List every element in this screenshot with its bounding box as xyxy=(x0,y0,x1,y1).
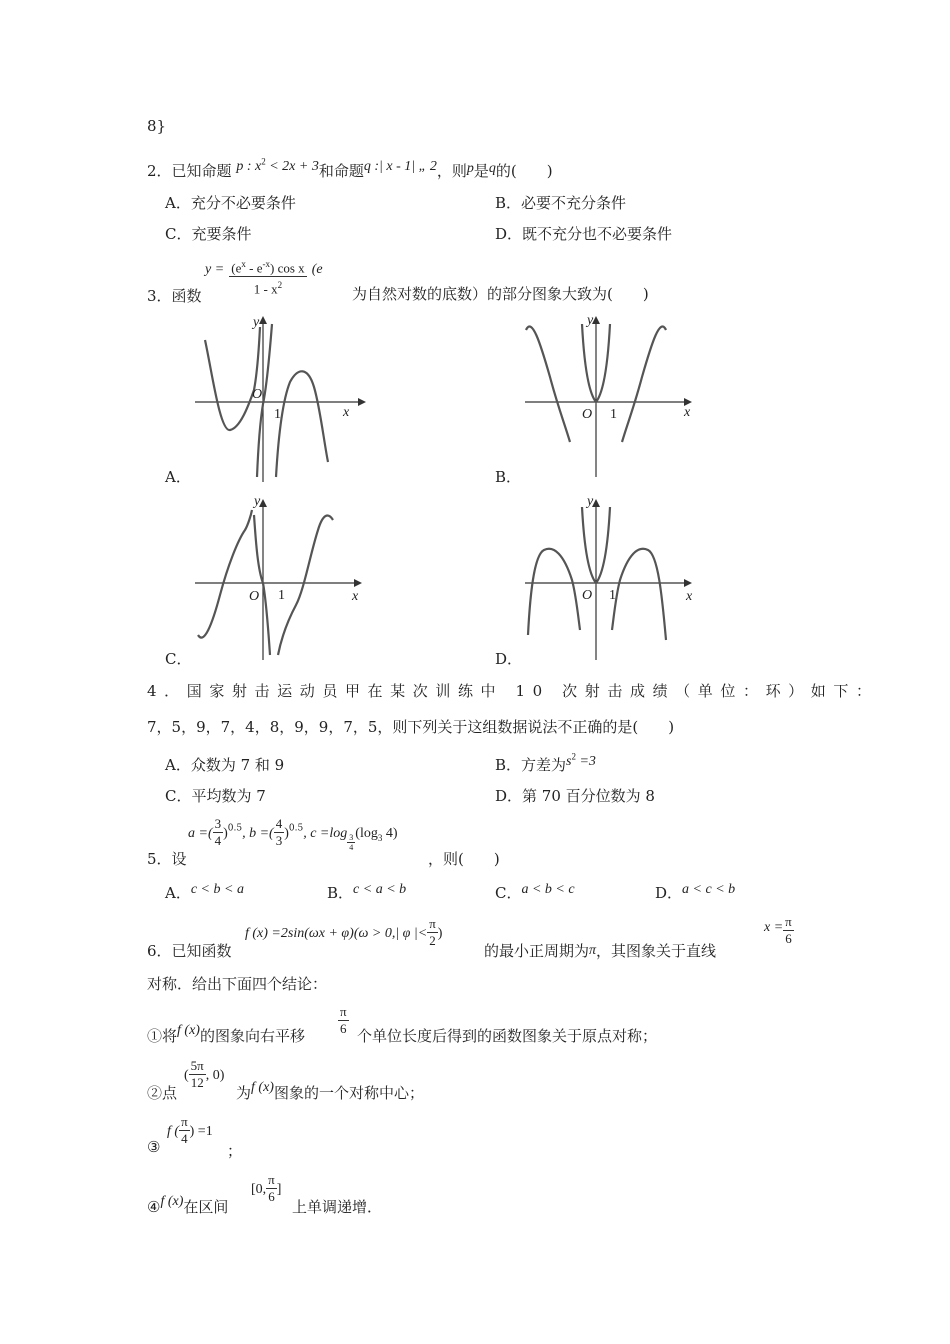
q2-text2: 和命题 xyxy=(318,162,364,180)
q5-b-eq: , b =( xyxy=(242,826,274,841)
q4-option-b[interactable] xyxy=(495,751,596,775)
graph-a-origin: O xyxy=(252,387,263,402)
q6-conclusion-3: ③ xyxy=(147,1138,161,1156)
question-5-stem: 5．设 xyxy=(147,850,187,868)
q3-formula xyxy=(205,256,323,298)
q4-option-b-math: $s^2 =3$ xyxy=(566,751,596,769)
q6-conclusion-4-interval: [0, $\frac{\pi}{6}$ ] xyxy=(251,1172,282,1204)
q5-option-b[interactable]: B．c < a < b xyxy=(327,882,407,902)
q6-conclusion-1: ①将f (x)的图象向右平移 xyxy=(147,1023,305,1045)
q6-line2: 对称．给出下面四个结论： xyxy=(147,975,328,993)
graph-d xyxy=(520,495,700,669)
graph-b-curve-right xyxy=(622,327,666,442)
graph-c-x-label: x xyxy=(352,589,359,604)
graph-a-curve-right xyxy=(276,371,328,477)
q6-conclusion-1-frac: $\frac{\pi}{6}$ xyxy=(340,1004,347,1036)
graph-b-x-label: x xyxy=(684,405,691,420)
graph-a xyxy=(190,312,370,486)
q3-y-eq: y = xyxy=(205,262,225,278)
q4-option-c[interactable]: C．平均数为 7 xyxy=(165,787,266,805)
q2-var-q: q xyxy=(488,161,496,176)
graph-d-tick-one: 1 xyxy=(609,588,616,603)
question-6-stem: 6．已知函数 xyxy=(147,942,232,960)
graph-c-x-arrow xyxy=(354,579,362,587)
q6-function: f (x) =2sin(ωx + φ)(ω > 0,| φ |< $\frac{\pi}{2}$ ) xyxy=(245,916,443,948)
q3-option-b[interactable]: B． xyxy=(495,468,522,486)
graph-c-curve-left xyxy=(198,510,252,638)
graph-b-y-label: y xyxy=(587,313,594,328)
graph-c-y-label: y xyxy=(254,494,261,509)
graph-d-y-label: y xyxy=(587,494,594,509)
q5-option-d[interactable]: D．a < c < b xyxy=(655,882,736,902)
question-2-stem xyxy=(147,156,553,181)
q2-prop-q: q :| x - 1| „ 2 xyxy=(363,159,437,174)
q2-option-c[interactable]: C．充要条件 xyxy=(165,225,252,243)
question-3-stem xyxy=(147,285,202,306)
q6-conclusion-3-semicolon: ； xyxy=(227,1142,243,1160)
graph-b-origin: O xyxy=(582,407,593,422)
graph-a-curve-left xyxy=(205,327,263,430)
text-fragment: 8} xyxy=(147,117,167,135)
q2-text4: 是 xyxy=(473,162,489,180)
graph-a-x-label: x xyxy=(343,405,350,420)
question-4-stem-line1: 4．国家射击运动员甲在某次训练中 10 次射击成绩（单位：环）如下： xyxy=(147,682,879,700)
q5-a-frac: $\frac{3}{4}$ xyxy=(214,816,222,848)
q4-option-b-label: B．方差为 xyxy=(495,756,567,774)
graph-c-origin: O xyxy=(249,589,260,604)
q5-then: ，则( ) xyxy=(428,850,500,868)
graph-b xyxy=(520,312,700,486)
q6-conclusion-2-point: ( $\frac{5\pi}{12}$ , 0) xyxy=(184,1058,225,1090)
q3-number: 3． xyxy=(147,287,172,305)
graph-d-curve-left xyxy=(528,549,580,635)
q2-number: 2． xyxy=(147,162,172,180)
graph-a-tick-one: 1 xyxy=(274,407,281,422)
q6-conclusion-4-rest: 上单调递增． xyxy=(292,1198,383,1216)
q2-text: 已知命题 xyxy=(171,162,232,180)
q5-option-c[interactable]: C．a < b < c xyxy=(495,882,575,902)
graph-b-curve-left xyxy=(526,327,570,442)
graph-d-x-arrow xyxy=(684,579,692,587)
q3-option-d[interactable]: D． xyxy=(495,650,523,668)
q6-conclusion-1-rest: 个单位长度后得到的函数图象关于原点对称； xyxy=(357,1027,658,1045)
q5-formula: a =( $\frac{3}{4}$ )$^{0.5}$, b =( $\frac{4}{3}$ )$^{0.5}$, c =log $\frac{3}{4}$ ($\log_3$ 4) xyxy=(188,816,398,852)
q5-b-frac: $\frac{4}{3}$ xyxy=(275,816,283,848)
q3-fraction: $\frac{(e^x - e^{-x}) \cos x}{1 - x^2}$ xyxy=(229,256,306,298)
graph-a-y-label: y xyxy=(253,315,260,330)
q2-text5: 的( ) xyxy=(495,162,553,180)
q5-a-eq: a =( xyxy=(188,826,213,841)
q6-text1: 的最小正周期为π，其图象关于直线 xyxy=(484,942,717,960)
q4-option-a[interactable]: A．众数为 7 和 9 xyxy=(165,756,285,774)
graph-d-origin: O xyxy=(582,588,593,603)
graph-d-curve-right xyxy=(612,549,666,640)
graph-c-curve-right xyxy=(278,516,333,655)
q2-option-d[interactable]: D．既不充分也不必要条件 xyxy=(495,225,673,243)
q4-option-d[interactable]: D．第 70 百分位数为 8 xyxy=(495,787,655,805)
q3-e-paren: (e xyxy=(311,262,323,278)
q2-option-a[interactable]: A．充分不必要条件 xyxy=(165,194,296,212)
q5-option-a[interactable]: A．c < b < a xyxy=(165,882,244,902)
q5-c-base: $\frac{3}{4}$ xyxy=(349,833,354,852)
graph-c-tick-one: 1 xyxy=(278,588,285,603)
q3-option-c[interactable]: C． xyxy=(165,650,192,668)
graph-a-x-arrow xyxy=(358,398,366,406)
graph-a-y-arrow xyxy=(259,316,267,324)
q2-option-b[interactable]: B．必要不充分条件 xyxy=(495,194,627,212)
q3-text2: 为自然对数的底数）的部分图象大致为( ) xyxy=(352,285,649,303)
graph-c-curve-mid xyxy=(254,515,270,655)
q6-conclusion-2: ②点 xyxy=(147,1084,178,1102)
q3-text: 函数 xyxy=(171,287,202,305)
q6-conclusion-2-rest: 为f (x)图象的一个对称中心； xyxy=(236,1080,424,1102)
graph-c xyxy=(190,495,370,669)
question-4-stem-line2: 7，5，9，7，4，8，9，9，7，5，则下列关于这组数据说法不正确的是( ) xyxy=(147,718,675,736)
q6-conclusion-3-math: f ( $\frac{\pi}{4}$ ) =1 xyxy=(167,1114,213,1146)
q2-text3: ，则 xyxy=(436,162,467,180)
graph-b-tick-one: 1 xyxy=(610,407,617,422)
q3-option-a[interactable]: A． xyxy=(165,468,191,486)
q6-axis-line: x = $\frac{\pi}{6}$ xyxy=(764,914,792,946)
q6-conclusion-4: ④f (x)在区间 xyxy=(147,1194,229,1216)
q2-prop-p: p : $x^2 < 2x + 3$ xyxy=(236,156,319,174)
q5-c-eq: , c =log xyxy=(303,826,348,841)
q2-var-p: p xyxy=(466,161,474,176)
graph-d-x-label: x xyxy=(686,589,693,604)
